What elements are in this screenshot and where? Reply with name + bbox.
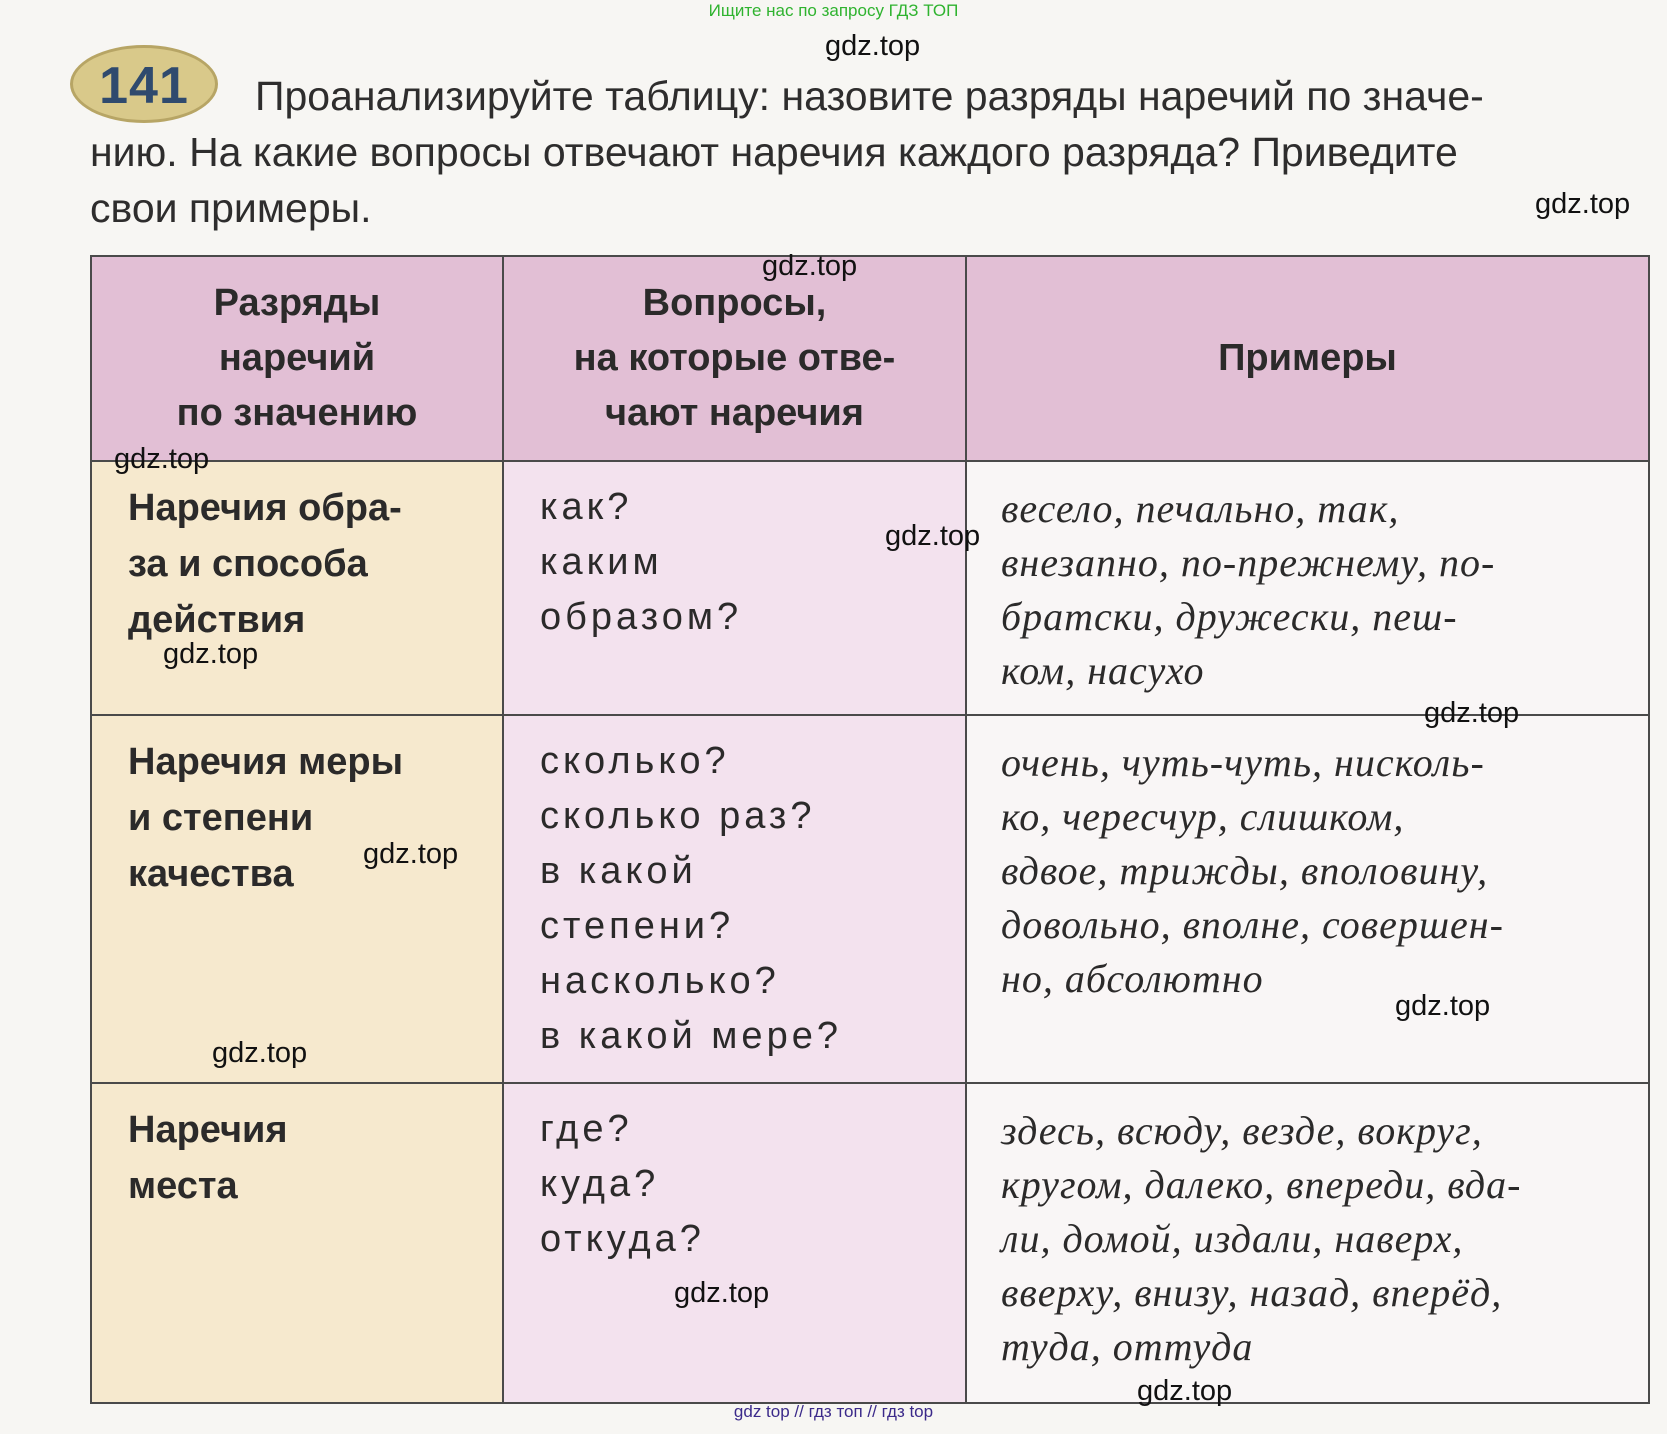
question-line: степени? — [540, 905, 735, 947]
example-line: внезапно, по-прежнему, по- — [1001, 540, 1496, 585]
example-line: братски, дружески, пеш- — [1001, 594, 1458, 639]
example-line: довольно, вполне, совершен- — [1001, 902, 1504, 947]
watermark: gdz.top — [114, 443, 210, 475]
question-line: насколько? — [540, 960, 780, 1002]
category-line: Наречия обра- — [128, 487, 402, 529]
header-line: чают наречия — [605, 392, 864, 434]
category-line: и степени — [128, 797, 314, 839]
table-row — [91, 1083, 1649, 1403]
question-line: образом? — [540, 596, 743, 638]
example-line: кругом, далеко, впереди, вда- — [1001, 1162, 1522, 1207]
header-questions — [503, 256, 966, 461]
adverb-table — [90, 255, 1650, 1404]
question-line: куда? — [540, 1163, 660, 1205]
watermark: gdz.top — [825, 30, 921, 62]
watermark: gdz.top — [1424, 697, 1520, 729]
header-line: по значению — [176, 392, 418, 434]
watermark: gdz.top — [1395, 990, 1491, 1022]
category-cell — [91, 1083, 503, 1403]
watermark: gdz.top — [363, 838, 459, 870]
example-line: туда, оттуда — [1001, 1324, 1254, 1369]
header-line: Примеры — [1218, 337, 1397, 379]
example-line: весело, печально, так, — [1001, 486, 1400, 531]
header-line: Разряды — [213, 282, 381, 324]
footer-links[interactable]: gdz top // гдз топ // гдз top — [733, 1402, 934, 1421]
watermark: gdz.top — [1137, 1375, 1233, 1407]
examples-cell — [966, 715, 1649, 1083]
watermark: gdz.top — [1535, 188, 1631, 220]
table-row — [91, 461, 1649, 715]
header-categories — [91, 256, 503, 461]
question-line: сколько? — [540, 740, 730, 782]
task-text — [90, 68, 1650, 236]
questions-cell — [503, 461, 966, 715]
question-line: в какой — [540, 850, 697, 892]
question-line: откуда? — [540, 1218, 705, 1260]
task-line: Проанализируйте таблицу: назовите разряды наречий по значе- — [255, 73, 1484, 119]
example-line: здесь, всюду, везде, вокруг, — [1001, 1108, 1483, 1153]
watermark: gdz.top — [212, 1037, 308, 1069]
header-line: на которые отве- — [573, 337, 896, 379]
category-cell — [91, 715, 503, 1083]
watermark: gdz.top — [762, 250, 858, 282]
category-line: качества — [128, 853, 294, 895]
questions-cell — [503, 715, 966, 1083]
watermark: gdz.top — [163, 638, 259, 670]
exercise-number: 141 — [99, 57, 189, 115]
questions-cell — [503, 1083, 966, 1403]
category-cell — [91, 461, 503, 715]
category-line: действия — [128, 599, 306, 641]
example-line: вдвое, трижды, вполовину, — [1001, 848, 1489, 893]
question-line: сколько раз? — [540, 795, 816, 837]
category-line: Наречия — [128, 1109, 288, 1151]
watermark: gdz.top — [885, 520, 981, 552]
example-line: ком, насухо — [1001, 648, 1205, 693]
question-line: где? — [540, 1108, 633, 1150]
table-header-row — [91, 256, 1649, 461]
question-line: каким — [540, 541, 663, 583]
watermark: gdz.top — [674, 1277, 770, 1309]
example-line: ко, чересчур, слишком, — [1001, 794, 1405, 839]
question-line: как? — [540, 486, 633, 528]
table-row — [91, 715, 1649, 1083]
example-line: ли, домой, издали, наверх, — [1001, 1216, 1464, 1261]
examples-cell — [966, 461, 1649, 715]
example-line: очень, чуть-чуть, нисколь- — [1001, 740, 1485, 785]
category-line: за и способа — [128, 543, 368, 585]
task-line: свои примеры. — [90, 185, 372, 231]
category-line: Наречия меры — [128, 741, 404, 783]
task-line: нию. На какие вопросы отвечают наречия каждого разряда? Приведите — [90, 129, 1458, 175]
question-line: в какой мере? — [540, 1015, 842, 1057]
header-examples — [966, 256, 1649, 461]
top-banner[interactable]: Ищите нас по запросу ГДЗ ТОП — [708, 1, 959, 20]
example-line: вверху, внизу, назад, вперёд, — [1001, 1270, 1503, 1315]
header-line: наречий — [218, 337, 376, 379]
category-line: места — [128, 1165, 238, 1207]
examples-cell — [966, 1083, 1649, 1403]
example-line: но, абсолютно — [1001, 956, 1264, 1001]
header-line: Вопросы, — [642, 282, 827, 324]
